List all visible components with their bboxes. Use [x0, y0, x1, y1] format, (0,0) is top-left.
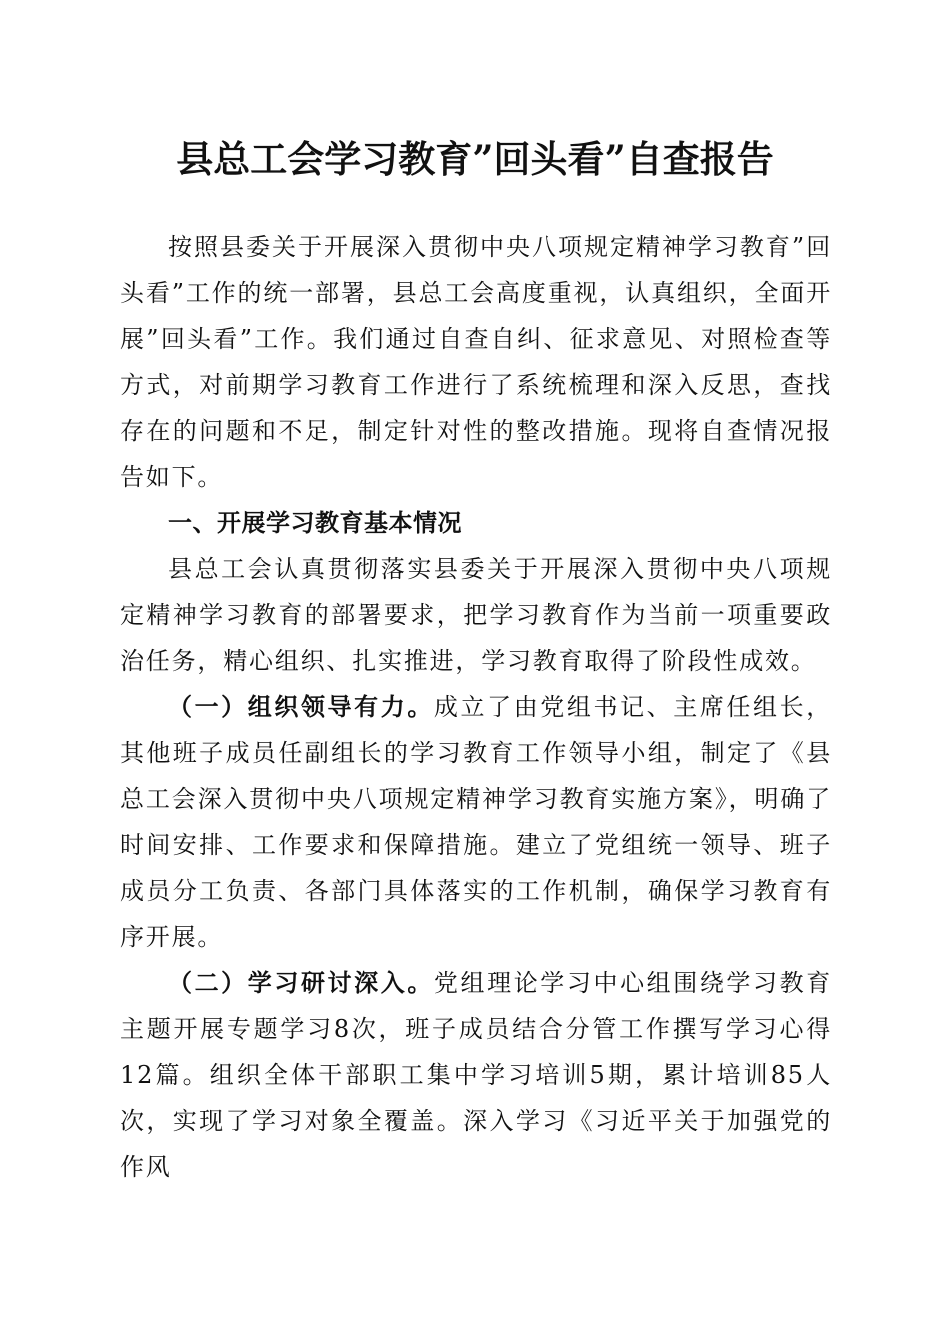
item-text-2: 党组理论学习中心组围绕学习教育主题开展专题学习8次，班子成员结合分管工作撰写学习心得12篇。组织全体干部职工集中学习培训5期，累计培训85人次，实现了学习对象全覆盖。深入学习《习近平关于加强党的作风	[120, 969, 833, 1181]
document-body	[120, 224, 832, 1190]
item-lead-1: （一）组织领导有力。	[168, 692, 434, 721]
intro-paragraph: 按照县委关于开展深入贯彻中央八项规定精神学习教育”回头看”工作的统一部署，县总工会高度重视，认真组织，全面开展”回头看”工作。我们通过自查自纠、征求意见、对照检查等方式，对前期学习教育工作进行了系统梳理和深入反思，查找存在的问题和不足，制定针对性的整改措施。现将自查情况报告如下。	[120, 233, 832, 491]
document-title: 县总工会学习教育”回头看”自查报告	[176, 137, 774, 181]
section-heading: 一、开展学习教育基本情况	[168, 508, 462, 537]
item-lead-2: （二）学习研讨深入。	[168, 968, 434, 997]
section-paragraph: 县总工会认真贯彻落实县委关于开展深入贯彻中央八项规定精神学习教育的部署要求，把学习教育作为当前一项重要政治任务，精心组织、扎实推进，学习教育取得了阶段性成效。	[120, 555, 832, 675]
item-paragraph-1	[120, 684, 832, 960]
item-paragraph-2	[120, 960, 832, 1190]
item-text-1: 成立了由党组书记、主席任组长，其他班子成员任副组长的学习教育工作领导小组，制定了《县总工会深入贯彻中央八项规定精神学习教育实施方案》，明确了时间安排、工作要求和保障措施。建立了党组统一领导、班子成员分工负责、各部门具体落实的工作机制，确保学习教育有序开展。	[120, 693, 833, 951]
